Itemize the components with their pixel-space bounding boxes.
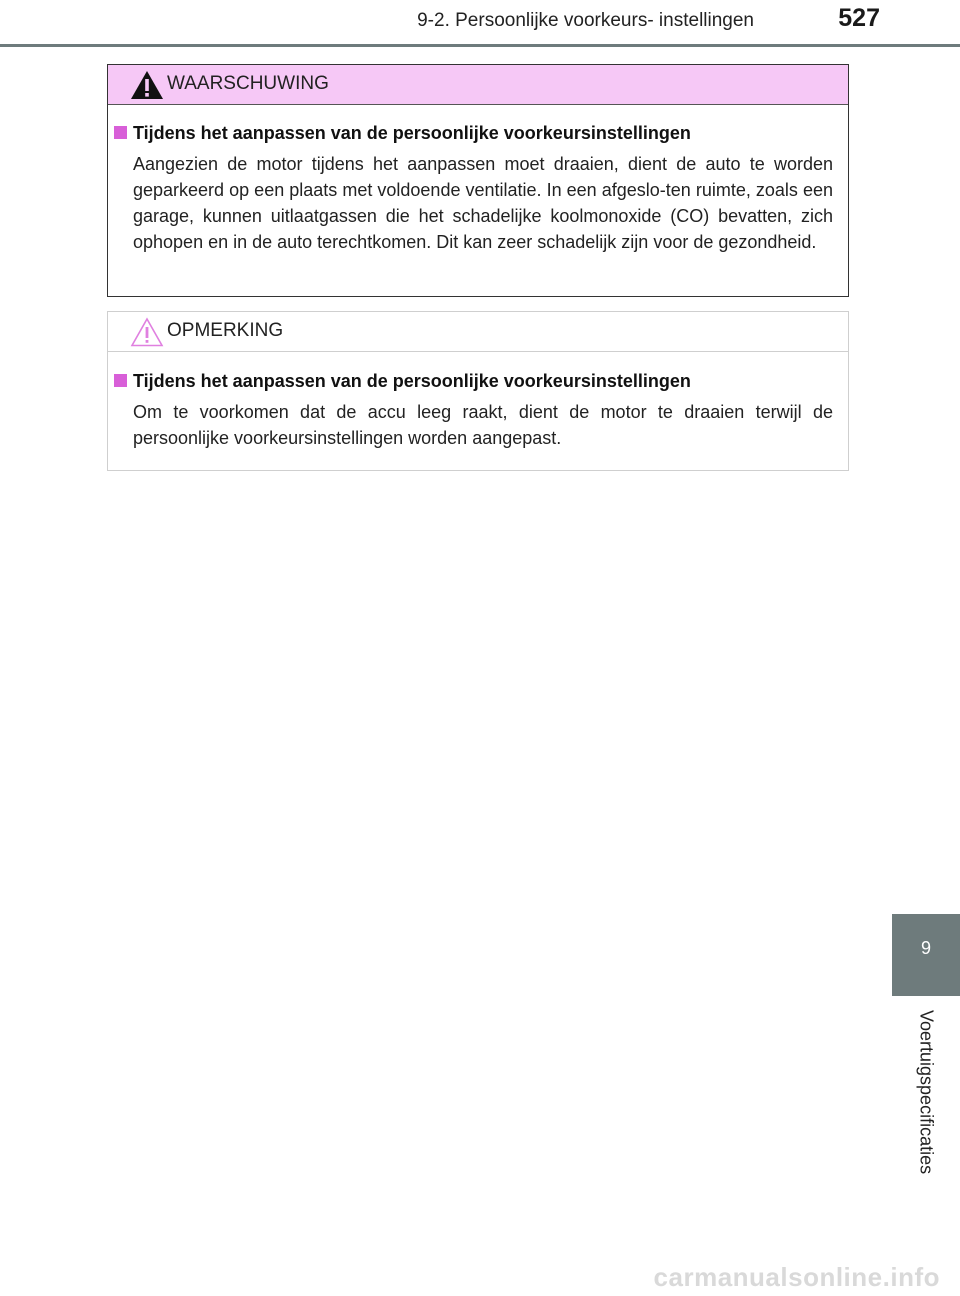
page-number: 527: [838, 4, 880, 32]
note-label: OPMERKING: [167, 320, 284, 341]
header-divider: [0, 44, 960, 47]
warning-label: WAARSCHUWING: [167, 73, 329, 94]
warning-triangle-outline-icon: [130, 317, 164, 347]
watermark: carmanualsonline.info: [653, 1262, 940, 1292]
chapter-title: Voertuigspecificaties: [916, 1010, 937, 1175]
warning-triangle-filled-icon: [130, 70, 164, 100]
warning-box: [107, 64, 849, 297]
chapter-tab: [892, 914, 960, 996]
warning-body: Aangezien de motor tijdens het aanpassen moet draaien, dient de auto te worden geparkeerd op een plaats met voldoende ventilatie. In een afgeslo-ten ruimte, zoals een garage, kunnen uitlaatgassen die het schadelijke koolmonoxide (CO) bevatten, zich ophopen en in de auto terechtkomen. Dit kan zeer schadelijk zijn voor de gezondheid.: [133, 154, 833, 252]
bullet-square-icon: [114, 374, 127, 387]
warning-heading: [114, 123, 691, 144]
note-box: [107, 311, 849, 471]
warning-heading-text: Tijdens het aanpassen van de persoonlijke voorkeursinstellingen: [133, 123, 691, 143]
chapter-number: 9: [920, 938, 931, 958]
section-title: 9-2. Persoonlijke voorkeurs- instellingen: [417, 10, 754, 31]
warning-box-header: [108, 65, 848, 105]
note-body: Om te voorkomen dat de accu leeg raakt, dient de motor te draaien terwijl de persoonlijke voorkeursinstellingen worden aangepast.: [133, 402, 833, 448]
note-heading-text: Tijdens het aanpassen van de persoonlijke voorkeursinstellingen: [133, 371, 691, 391]
note-box-header: [108, 312, 848, 352]
bullet-square-icon: [114, 126, 127, 139]
note-heading: [114, 371, 691, 392]
